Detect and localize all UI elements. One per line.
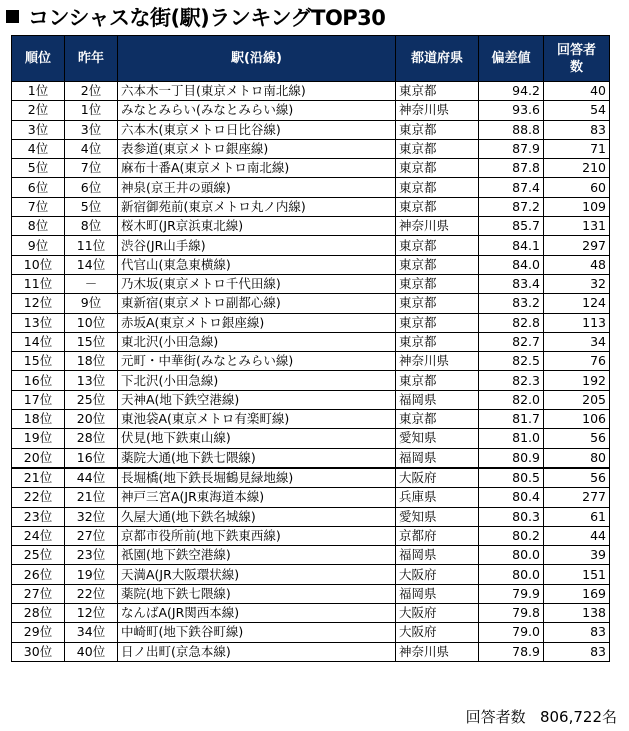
cell-pref: 東京都 — [396, 410, 479, 429]
cell-rank: 23位 — [12, 507, 65, 526]
cell-station: 神戸三宮A(JR東海道本線) — [118, 488, 396, 507]
cell-station: 桜木町(JR京浜東北線) — [118, 217, 396, 236]
cell-prev: － — [65, 274, 118, 293]
cell-count: 210 — [544, 159, 610, 178]
cell-prev: 44位 — [65, 468, 118, 488]
cell-rank: 14位 — [12, 332, 65, 351]
cell-station: 六本木(東京メトロ日比谷線) — [118, 120, 396, 139]
cell-count: 277 — [544, 488, 610, 507]
table-row — [12, 352, 610, 371]
table-row — [12, 565, 610, 584]
cell-score: 79.9 — [479, 584, 544, 603]
cell-station: 中崎町(地下鉄谷町線) — [118, 623, 396, 642]
cell-count: 56 — [544, 468, 610, 488]
cell-pref: 福岡県 — [396, 448, 479, 468]
cell-prev: 6位 — [65, 178, 118, 197]
cell-station: みなとみらい(みなとみらい線) — [118, 101, 396, 120]
table-row — [12, 448, 610, 468]
cell-score: 80.9 — [479, 448, 544, 468]
cell-rank: 24位 — [12, 526, 65, 545]
cell-prev: 14位 — [65, 255, 118, 274]
table-row — [12, 313, 610, 332]
cell-pref: 福岡県 — [396, 546, 479, 565]
table-row — [12, 429, 610, 448]
table-row — [12, 139, 610, 158]
cell-rank: 9位 — [12, 236, 65, 255]
cell-rank: 10位 — [12, 255, 65, 274]
cell-count: 109 — [544, 197, 610, 216]
cell-prev: 3位 — [65, 120, 118, 139]
cell-prev: 8位 — [65, 217, 118, 236]
cell-prev: 7位 — [65, 159, 118, 178]
cell-count: 205 — [544, 390, 610, 409]
table-row — [12, 274, 610, 293]
cell-pref: 東京都 — [396, 294, 479, 313]
header-rank: 順位 — [12, 36, 65, 82]
cell-pref: 福岡県 — [396, 584, 479, 603]
cell-pref: 福岡県 — [396, 390, 479, 409]
cell-score: 82.0 — [479, 390, 544, 409]
cell-rank: 6位 — [12, 178, 65, 197]
cell-score: 80.0 — [479, 546, 544, 565]
table-row — [12, 410, 610, 429]
cell-rank: 2位 — [12, 101, 65, 120]
cell-rank: 28位 — [12, 604, 65, 623]
cell-station: 長堀橋(地下鉄長堀鶴見緑地線) — [118, 468, 396, 488]
cell-count: 124 — [544, 294, 610, 313]
title-text: コンシャスな街(駅)ランキングTOP30 — [28, 6, 386, 30]
cell-count: 113 — [544, 313, 610, 332]
cell-count: 83 — [544, 642, 610, 661]
cell-station: 渋谷(JR山手線) — [118, 236, 396, 255]
cell-pref: 愛知県 — [396, 429, 479, 448]
cell-score: 87.9 — [479, 139, 544, 158]
square-bullet-icon — [6, 10, 19, 23]
cell-score: 80.0 — [479, 565, 544, 584]
cell-rank: 17位 — [12, 390, 65, 409]
table-row — [12, 604, 610, 623]
cell-score: 80.5 — [479, 468, 544, 488]
cell-pref: 東京都 — [396, 313, 479, 332]
cell-count: 138 — [544, 604, 610, 623]
cell-count: 40 — [544, 82, 610, 101]
header-count: 回答者 数 — [544, 36, 610, 82]
cell-count: 192 — [544, 371, 610, 390]
cell-prev: 5位 — [65, 197, 118, 216]
cell-score: 82.8 — [479, 313, 544, 332]
cell-pref: 兵庫県 — [396, 488, 479, 507]
cell-rank: 7位 — [12, 197, 65, 216]
cell-station: 薬院大通(地下鉄七隈線) — [118, 448, 396, 468]
cell-prev: 28位 — [65, 429, 118, 448]
table-row — [12, 178, 610, 197]
cell-station: 麻布十番A(東京メトロ南北線) — [118, 159, 396, 178]
cell-score: 80.3 — [479, 507, 544, 526]
table-row — [12, 255, 610, 274]
cell-pref: 愛知県 — [396, 507, 479, 526]
cell-rank: 26位 — [12, 565, 65, 584]
cell-rank: 1位 — [12, 82, 65, 101]
cell-prev: 40位 — [65, 642, 118, 661]
cell-count: 56 — [544, 429, 610, 448]
cell-score: 79.0 — [479, 623, 544, 642]
cell-pref: 大阪府 — [396, 468, 479, 488]
cell-rank: 18位 — [12, 410, 65, 429]
cell-pref: 神奈川県 — [396, 642, 479, 661]
cell-station: 新宿御苑前(東京メトロ丸ノ内線) — [118, 197, 396, 216]
cell-rank: 5位 — [12, 159, 65, 178]
cell-score: 81.0 — [479, 429, 544, 448]
cell-prev: 20位 — [65, 410, 118, 429]
table-row — [12, 120, 610, 139]
cell-score: 82.3 — [479, 371, 544, 390]
cell-score: 94.2 — [479, 82, 544, 101]
cell-pref: 大阪府 — [396, 565, 479, 584]
table-row — [12, 526, 610, 545]
cell-count: 83 — [544, 623, 610, 642]
cell-prev: 27位 — [65, 526, 118, 545]
cell-station: 東新宿(東京メトロ副都心線) — [118, 294, 396, 313]
cell-rank: 15位 — [12, 352, 65, 371]
cell-count: 169 — [544, 584, 610, 603]
cell-score: 87.4 — [479, 178, 544, 197]
cell-score: 84.1 — [479, 236, 544, 255]
table-row — [12, 584, 610, 603]
table-row — [12, 101, 610, 120]
cell-pref: 神奈川県 — [396, 352, 479, 371]
cell-pref: 京都府 — [396, 526, 479, 545]
cell-station: 東北沢(小田急線) — [118, 332, 396, 351]
cell-pref: 東京都 — [396, 120, 479, 139]
cell-pref: 東京都 — [396, 178, 479, 197]
cell-count: 71 — [544, 139, 610, 158]
cell-station: 赤坂A(東京メトロ銀座線) — [118, 313, 396, 332]
page-title — [6, 5, 385, 31]
cell-pref: 大阪府 — [396, 604, 479, 623]
cell-rank: 19位 — [12, 429, 65, 448]
cell-station: 東池袋A(東京メトロ有楽町線) — [118, 410, 396, 429]
cell-score: 82.5 — [479, 352, 544, 371]
cell-rank: 8位 — [12, 217, 65, 236]
table-row — [12, 236, 610, 255]
cell-rank: 3位 — [12, 120, 65, 139]
cell-rank: 27位 — [12, 584, 65, 603]
cell-count: 61 — [544, 507, 610, 526]
cell-station: なんばA(JR関西本線) — [118, 604, 396, 623]
cell-station: 代官山(東急東横線) — [118, 255, 396, 274]
cell-rank: 30位 — [12, 642, 65, 661]
cell-score: 93.6 — [479, 101, 544, 120]
cell-prev: 18位 — [65, 352, 118, 371]
cell-count: 80 — [544, 448, 610, 468]
cell-station: 天満A(JR大阪環状線) — [118, 565, 396, 584]
header-pref: 都道府県 — [396, 36, 479, 82]
cell-score: 83.2 — [479, 294, 544, 313]
table-row — [12, 468, 610, 488]
cell-station: 元町・中華街(みなとみらい線) — [118, 352, 396, 371]
respondents-total — [466, 706, 617, 727]
cell-pref: 神奈川県 — [396, 217, 479, 236]
table-row — [12, 332, 610, 351]
cell-pref: 大阪府 — [396, 623, 479, 642]
cell-rank: 22位 — [12, 488, 65, 507]
footer-value: 806,722名 — [539, 708, 617, 726]
cell-prev: 11位 — [65, 236, 118, 255]
cell-score: 84.0 — [479, 255, 544, 274]
cell-count: 76 — [544, 352, 610, 371]
table-row — [12, 546, 610, 565]
cell-prev: 15位 — [65, 332, 118, 351]
cell-count: 297 — [544, 236, 610, 255]
cell-prev: 2位 — [65, 82, 118, 101]
cell-station: 日ノ出町(京急本線) — [118, 642, 396, 661]
cell-count: 34 — [544, 332, 610, 351]
cell-pref: 東京都 — [396, 82, 479, 101]
table-row — [12, 197, 610, 216]
cell-count: 48 — [544, 255, 610, 274]
cell-station: 天神A(地下鉄空港線) — [118, 390, 396, 409]
cell-station: 六本木一丁目(東京メトロ南北線) — [118, 82, 396, 101]
table-row — [12, 642, 610, 661]
cell-count: 44 — [544, 526, 610, 545]
header-prev: 昨年 — [65, 36, 118, 82]
cell-count: 151 — [544, 565, 610, 584]
cell-rank: 11位 — [12, 274, 65, 293]
cell-pref: 東京都 — [396, 197, 479, 216]
table-row — [12, 507, 610, 526]
cell-pref: 東京都 — [396, 371, 479, 390]
cell-score: 82.7 — [479, 332, 544, 351]
cell-prev: 1位 — [65, 101, 118, 120]
cell-score: 88.8 — [479, 120, 544, 139]
cell-station: 祇園(地下鉄空港線) — [118, 546, 396, 565]
cell-station: 薬院(地下鉄七隈線) — [118, 584, 396, 603]
cell-score: 87.2 — [479, 197, 544, 216]
cell-score: 85.7 — [479, 217, 544, 236]
cell-station: 乃木坂(東京メトロ千代田線) — [118, 274, 396, 293]
cell-station: 久屋大通(地下鉄名城線) — [118, 507, 396, 526]
cell-pref: 東京都 — [396, 255, 479, 274]
cell-station: 表参道(東京メトロ銀座線) — [118, 139, 396, 158]
cell-prev: 23位 — [65, 546, 118, 565]
table-row — [12, 294, 610, 313]
cell-prev: 19位 — [65, 565, 118, 584]
cell-pref: 東京都 — [396, 332, 479, 351]
header-row — [12, 36, 610, 82]
cell-count: 60 — [544, 178, 610, 197]
cell-score: 83.4 — [479, 274, 544, 293]
cell-score: 79.8 — [479, 604, 544, 623]
cell-prev: 25位 — [65, 390, 118, 409]
table-row — [12, 390, 610, 409]
cell-prev: 10位 — [65, 313, 118, 332]
cell-rank: 12位 — [12, 294, 65, 313]
cell-rank: 21位 — [12, 468, 65, 488]
cell-pref: 東京都 — [396, 236, 479, 255]
cell-count: 39 — [544, 546, 610, 565]
cell-rank: 29位 — [12, 623, 65, 642]
cell-pref: 東京都 — [396, 159, 479, 178]
ranking-body — [12, 82, 610, 662]
cell-score: 87.8 — [479, 159, 544, 178]
cell-prev: 22位 — [65, 584, 118, 603]
cell-pref: 東京都 — [396, 274, 479, 293]
cell-prev: 4位 — [65, 139, 118, 158]
ranking-table — [11, 35, 610, 662]
cell-count: 54 — [544, 101, 610, 120]
cell-station: 伏見(地下鉄東山線) — [118, 429, 396, 448]
cell-count: 32 — [544, 274, 610, 293]
table-row — [12, 488, 610, 507]
cell-prev: 21位 — [65, 488, 118, 507]
cell-prev: 16位 — [65, 448, 118, 468]
cell-rank: 16位 — [12, 371, 65, 390]
cell-score: 81.7 — [479, 410, 544, 429]
cell-prev: 32位 — [65, 507, 118, 526]
cell-rank: 20位 — [12, 448, 65, 468]
footer-label: 回答者数 — [465, 708, 526, 726]
cell-station: 下北沢(小田急線) — [118, 371, 396, 390]
table-row — [12, 217, 610, 236]
table-row — [12, 371, 610, 390]
cell-score: 78.9 — [479, 642, 544, 661]
cell-count: 106 — [544, 410, 610, 429]
cell-station: 神泉(京王井の頭線) — [118, 178, 396, 197]
header-score: 偏差値 — [479, 36, 544, 82]
cell-prev: 12位 — [65, 604, 118, 623]
cell-pref: 神奈川県 — [396, 101, 479, 120]
cell-prev: 34位 — [65, 623, 118, 642]
table-row — [12, 82, 610, 101]
cell-count: 83 — [544, 120, 610, 139]
cell-prev: 9位 — [65, 294, 118, 313]
cell-score: 80.4 — [479, 488, 544, 507]
table-row — [12, 159, 610, 178]
header-station: 駅(沿線) — [118, 36, 396, 82]
cell-rank: 4位 — [12, 139, 65, 158]
table-row — [12, 623, 610, 642]
cell-rank: 25位 — [12, 546, 65, 565]
cell-count: 131 — [544, 217, 610, 236]
cell-station: 京都市役所前(地下鉄東西線) — [118, 526, 396, 545]
cell-rank: 13位 — [12, 313, 65, 332]
cell-pref: 東京都 — [396, 139, 479, 158]
cell-prev: 13位 — [65, 371, 118, 390]
cell-score: 80.2 — [479, 526, 544, 545]
